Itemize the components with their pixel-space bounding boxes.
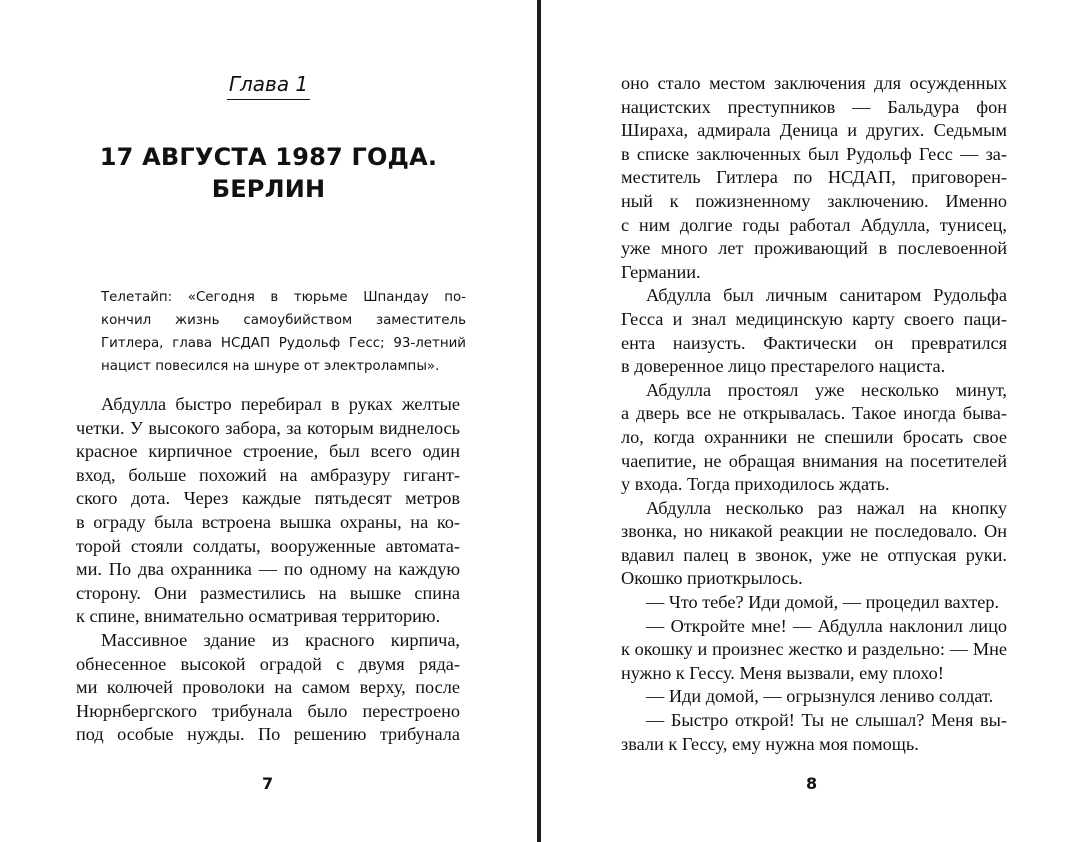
text-line: сторону. Они разместились на вышке спина xyxy=(76,582,460,603)
text-line: торой стояли солдаты, вооруженные автомата- xyxy=(76,535,460,556)
teletype-epigraph xyxy=(101,286,466,378)
text-line: ента наизусть. Фактически он превратился xyxy=(621,332,1007,353)
text-line: под особые нужды. По решению трибунала xyxy=(76,724,460,745)
text-line: Шираха, адмирала Деница и других. Седьмым xyxy=(621,120,1007,141)
text-line: ный к пожизненному заключению. Именно xyxy=(621,190,1007,211)
text-line: чаепитие, не обращая внимания на посетителей xyxy=(621,450,1007,471)
text-line: Абдулла несколько раз нажал на кнопку xyxy=(646,497,1007,518)
left-body-text xyxy=(76,393,460,747)
text-line: оно стало местом заключения для осужденных xyxy=(621,73,1007,93)
text-line: четки. У высокого забора, за которым виднелось xyxy=(76,417,460,438)
chapter-title-line: 17 АВГУСТА 1987 ГОДА. xyxy=(99,143,438,171)
text-line: Массивное здание из красного кирпича, xyxy=(101,629,460,650)
text-line: ского дота. Через каждые пятьдесят метров xyxy=(76,488,460,509)
text-line: Гесса и знал медицинскую карту своего паци- xyxy=(621,308,1007,329)
text-line: звонка, но никакой реакции не последовало. Он xyxy=(621,521,1007,542)
text-line: вход, больше похожий на амбразуру гигант- xyxy=(76,464,460,485)
text-line: в ограду была встроена вышка охраны, на ко- xyxy=(76,511,460,532)
text-line: уже много лет проживающий в послевоенной xyxy=(621,238,1007,259)
text-line: Абдулла быстро перебирал в руках желтые xyxy=(101,394,460,414)
text-line: обнесенное высокой оградой с двумя ряда- xyxy=(76,653,460,674)
left-page xyxy=(0,0,537,842)
text-line: — Иди домой, — огрызнулся лениво солдат. xyxy=(646,686,994,707)
text-line: ло, когда охранники не спешили бросать свое xyxy=(621,426,1007,447)
chapter-label-text: Глава 1 xyxy=(227,72,310,100)
text-line: ми. По два охранника — по одному на каждую xyxy=(76,559,460,580)
text-line: к спине, внимательно осматривая территорию. xyxy=(76,606,441,627)
chapter-title-line: БЕРЛИН xyxy=(211,175,326,203)
text-line: а дверь все не открывалась. Такое иногда быва- xyxy=(621,403,1007,424)
text-line: — Быстро открой! Ты не слышал? Меня вы- xyxy=(646,710,1007,731)
text-line: Окошко приоткрылось. xyxy=(621,568,803,589)
text-line: Германии. xyxy=(621,261,701,282)
text-line: в доверенное лицо престарелого нациста. xyxy=(621,356,946,377)
text-line: Абдулла был личным санитаром Рудольфа xyxy=(646,285,1007,306)
text-line: Нюрнбергского трибунала было перестроено xyxy=(76,700,460,721)
chapter-label xyxy=(0,72,537,100)
page-number: 8 xyxy=(806,774,818,793)
right-page xyxy=(541,0,1082,842)
teletype-line: Телетайп: «Сегодня в тюрьме Шпандау по- xyxy=(101,290,466,305)
teletype-line: кончил жизнь самоубийством заместитель xyxy=(101,313,466,328)
text-line: в списке заключенных был Рудольф Гесс — за- xyxy=(621,143,1007,164)
text-line: нацистских преступников — Бальдура фон xyxy=(621,96,1007,117)
text-line: меститель Гитлера по НСДАП, приговорен- xyxy=(621,167,1007,188)
text-line: — Что тебе? Иди домой, — процедил вахтер. xyxy=(646,592,1000,613)
chapter-title xyxy=(0,141,537,205)
text-line: звали к Гессу, ему нужна моя помощь. xyxy=(621,733,919,754)
text-line: красное кирпичное строение, был всего один xyxy=(76,441,460,462)
text-line: ми колючей проволоки на самом верху, после xyxy=(76,677,460,698)
text-line: — Откройте мне! — Абдулла наклонил лицо xyxy=(646,615,1007,636)
text-line: Абдулла простоял уже несколько минут, xyxy=(646,379,1007,400)
right-body-text xyxy=(621,72,1007,756)
teletype-line: нацист повесился на шнуре от электролампы». xyxy=(101,359,440,374)
text-line: у входа. Тогда приходилось ждать. xyxy=(621,474,890,495)
text-line: с ним долгие годы работал Абдулла, тунисец, xyxy=(621,214,1007,235)
text-line: к окошку и произнес жестко и раздельно: — Мне xyxy=(621,639,1007,660)
text-line: нужно к Гессу. Меня вызвали, ему плохо! xyxy=(621,662,944,683)
teletype-line: Гитлера, глава НСДАП Рудольф Гесс; 93-летний xyxy=(101,336,466,351)
text-line: вдавил палец в звонок, уже не отпуская руки. xyxy=(621,544,1007,565)
page-number: 7 xyxy=(262,774,274,793)
